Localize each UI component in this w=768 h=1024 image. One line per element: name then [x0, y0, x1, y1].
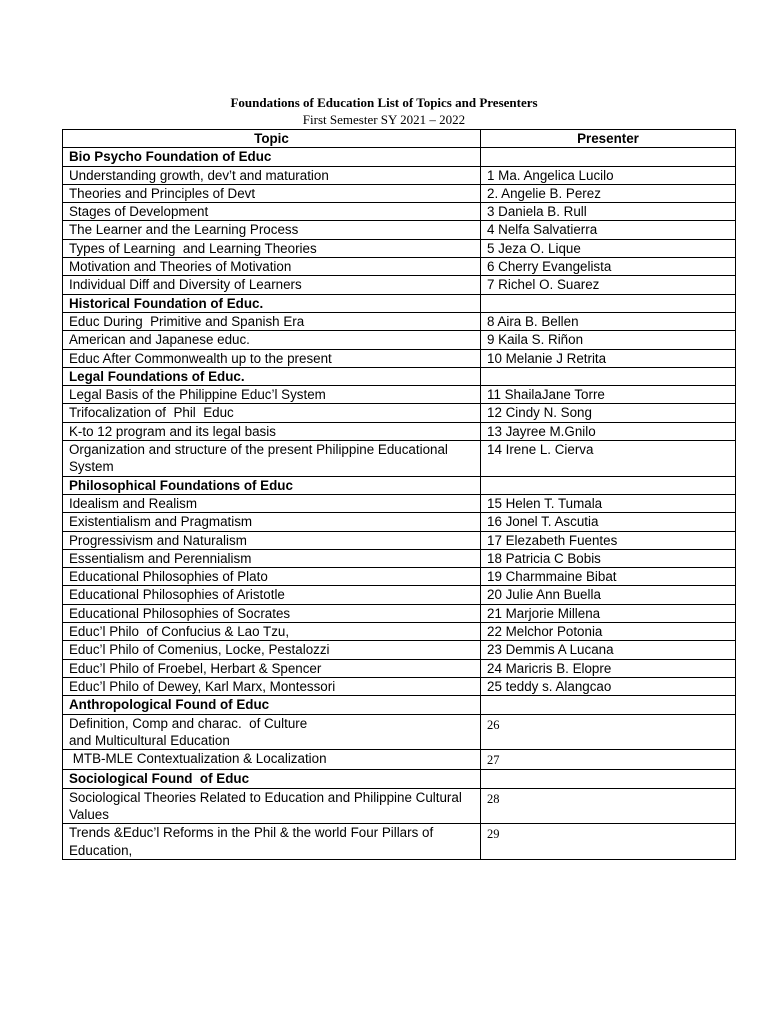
section-row [63, 476, 736, 494]
table-row [63, 549, 736, 567]
table-row [63, 750, 736, 770]
table-row [63, 441, 736, 477]
section-row [63, 294, 736, 312]
presenter-cell: 27 [481, 750, 736, 770]
presenter-cell [481, 696, 736, 714]
table-row [63, 586, 736, 604]
presenter-cell: 13 Jayree M.Gnilo [481, 422, 736, 440]
section-row [63, 367, 736, 385]
presenter-cell: 22 Melchor Potonia [481, 623, 736, 641]
topic-cell: Educ’l Philo of Froebel, Herbart & Spencer [63, 659, 481, 677]
document-subtitle: First Semester SY 2021 – 2022 [302, 112, 466, 127]
table-header-row [63, 130, 736, 148]
topic-cell: Educ’l Philo of Confucius & Lao Tzu, [63, 623, 481, 641]
topics-table [62, 129, 736, 860]
presenter-cell: 9 Kaila S. Riñon [481, 331, 736, 349]
table-row [63, 239, 736, 257]
presenter-cell [481, 367, 736, 385]
topic-cell: Trifocalization of Phil Educ [63, 404, 481, 422]
table-row [63, 623, 736, 641]
topic-cell: K-to 12 program and its legal basis [63, 422, 481, 440]
presenter-cell: 29 [481, 824, 736, 860]
table-row [63, 422, 736, 440]
presenter-cell [481, 294, 736, 312]
topic-cell: Understanding growth, dev’t and maturation [63, 166, 481, 184]
table-row [63, 824, 736, 860]
section-title: Anthropological Found of Educ [63, 696, 481, 714]
table-row [63, 641, 736, 659]
presenter-cell: 21 Marjorie Millena [481, 604, 736, 622]
topic-cell: Individual Diff and Diversity of Learners [63, 276, 481, 294]
presenter-cell: 24 Maricris B. Elopre [481, 659, 736, 677]
topic-cell: Stages of Development [63, 203, 481, 221]
header-presenter: Presenter [481, 130, 736, 148]
section-row [63, 148, 736, 166]
table-row [63, 258, 736, 276]
section-title: Sociological Found of Educ [63, 770, 481, 788]
table-row [63, 604, 736, 622]
presenter-cell [481, 476, 736, 494]
presenter-cell: 7 Richel O. Suarez [481, 276, 736, 294]
table-row [63, 166, 736, 184]
table-row [63, 513, 736, 531]
table-row [63, 531, 736, 549]
presenter-cell: 8 Aira B. Bellen [481, 312, 736, 330]
document-title: Foundations of Education List of Topics and Presenters [230, 95, 538, 110]
topic-cell: Educ After Commonwealth up to the present [63, 349, 481, 367]
presenter-cell: 10 Melanie J Retrita [481, 349, 736, 367]
topic-cell: Types of Learning and Learning Theories [63, 239, 481, 257]
presenter-cell: 28 [481, 788, 736, 824]
presenter-cell: 15 Helen T. Tumala [481, 494, 736, 512]
topic-cell: Existentialism and Pragmatism [63, 513, 481, 531]
topic-cell: Motivation and Theories of Motivation [63, 258, 481, 276]
presenter-cell: 17 Elezabeth Fuentes [481, 531, 736, 549]
presenter-cell: 19 Charmmaine Bibat [481, 568, 736, 586]
presenter-cell: 5 Jeza O. Lique [481, 239, 736, 257]
section-title: Bio Psycho Foundation of Educ [63, 148, 481, 166]
section-row [63, 696, 736, 714]
table-row [63, 386, 736, 404]
presenter-cell: 12 Cindy N. Song [481, 404, 736, 422]
table-body [63, 148, 736, 860]
table-row [63, 203, 736, 221]
topic-cell: MTB-MLE Contextualization & Localization [63, 750, 481, 770]
topic-cell: Theories and Principles of Devt [63, 184, 481, 202]
presenter-cell: 18 Patricia C Bobis [481, 549, 736, 567]
topic-cell: Organization and structure of the present Philippine Educational System [63, 441, 481, 477]
topic-cell: Educ’l Philo of Dewey, Karl Marx, Montessori [63, 677, 481, 695]
presenter-cell: 6 Cherry Evangelista [481, 258, 736, 276]
table-row [63, 568, 736, 586]
presenter-cell: 23 Demmis A Lucana [481, 641, 736, 659]
topic-cell: Trends &Educ’l Reforms in the Phil & the world Four Pillars of Education, [63, 824, 481, 860]
section-title: Philosophical Foundations of Educ [63, 476, 481, 494]
presenter-cell: 3 Daniela B. Rull [481, 203, 736, 221]
topic-cell: Definition, Comp and charac. of Culture and Multicultural Education [63, 714, 481, 750]
section-row [63, 770, 736, 788]
topic-cell: American and Japanese educ. [63, 331, 481, 349]
presenter-cell: 4 Nelfa Salvatierra [481, 221, 736, 239]
topic-cell: Legal Basis of the Philippine Educ’l System [63, 386, 481, 404]
table-row [63, 312, 736, 330]
topic-cell: Essentialism and Perennialism [63, 549, 481, 567]
table-row [63, 659, 736, 677]
header-topic: Topic [63, 130, 481, 148]
section-title: Legal Foundations of Educ. [63, 367, 481, 385]
presenter-cell: 1 Ma. Angelica Lucilo [481, 166, 736, 184]
topic-cell: Educ’l Philo of Comenius, Locke, Pestalozzi [63, 641, 481, 659]
table-row [63, 349, 736, 367]
presenter-cell: 16 Jonel T. Ascutia [481, 513, 736, 531]
section-title: Historical Foundation of Educ. [63, 294, 481, 312]
topic-cell: Educational Philosophies of Socrates [63, 604, 481, 622]
topic-cell: Progressivism and Naturalism [63, 531, 481, 549]
presenter-cell: 2. Angelie B. Perez [481, 184, 736, 202]
table-row [63, 331, 736, 349]
table-row [63, 714, 736, 750]
table-row [63, 788, 736, 824]
table-row [63, 221, 736, 239]
topic-cell: Educ During Primitive and Spanish Era [63, 312, 481, 330]
topic-cell: Sociological Theories Related to Education and Philippine Cultural Values [63, 788, 481, 824]
topic-cell: Educational Philosophies of Plato [63, 568, 481, 586]
table-row [63, 276, 736, 294]
table-row [63, 494, 736, 512]
table-row [63, 404, 736, 422]
presenter-cell [481, 148, 736, 166]
topic-cell: The Learner and the Learning Process [63, 221, 481, 239]
presenter-cell: 11 ShailaJane Torre [481, 386, 736, 404]
table-row [63, 677, 736, 695]
presenter-cell: 26 [481, 714, 736, 750]
presenter-cell [481, 770, 736, 788]
topic-cell: Idealism and Realism [63, 494, 481, 512]
topic-cell: Educational Philosophies of Aristotle [63, 586, 481, 604]
presenter-cell: 20 Julie Ann Buella [481, 586, 736, 604]
table-row [63, 184, 736, 202]
presenter-cell: 25 teddy s. Alangcao [481, 677, 736, 695]
presenter-cell: 14 Irene L. Cierva [481, 441, 736, 477]
